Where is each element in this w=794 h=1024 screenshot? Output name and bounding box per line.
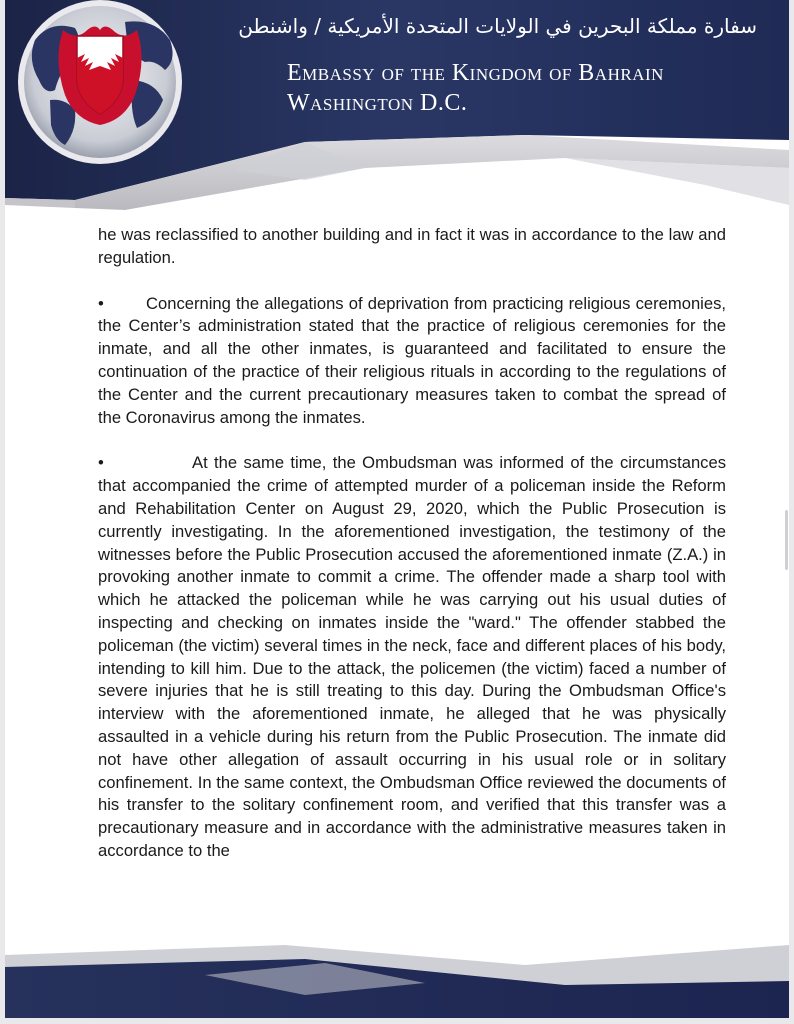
embassy-title-line-1: Embassy of the Kingdom of Bahrain: [287, 60, 664, 86]
letter-page: [5, 0, 789, 1018]
letter-footer-banner: [5, 945, 789, 1018]
bullet-icon: •: [98, 293, 104, 313]
paragraph-2-text: Concerning the allegations of deprivation from practicing religious ceremonies, the Center’s administration stated that the practice of religious ceremonies for the inmate, and all the other inmates, is guaranteed and facilitated to ensure the continuation of the practice of their religious rituals in according to the regulations of the Center and the current precautionary measures taken to combat the spread of the Coronavirus among the inmates.: [98, 293, 726, 427]
paragraph-3-text: At the same time, the Ombudsman was informed of the circumstances that accompanied the crime of attempted murder of a policeman inside the Reform and Rehabilitation Center on August 29, 2020, which the Public Prosecution is currently investigating. In the aforementioned investigation, the testimony of the witnesses before the Public Prosecution accused the aforementioned inmate (Z.A.) in provoking another inmate to commit a crime. The offender made a sharp tool with which he attacked the policeman while he was carrying out his usual duties of inspecting and checking on inmates inside the "ward." The offender stabbed the policeman (the victim) several times in the neck, face and different places of his body, intending to kill him. Due to the attack, the policemen (the victim) faced a number of severe injuries that he is still treating to this day. During the Ombudsman Office's interview with the aforementioned inmate, he alleged that he was physically assaulted in a vehicle during his return from the Public Prosecution. The inmate did not have other allegation of assault occurring in his usual role or in solitary confinement. In the same context, the Ombudsman Office reviewed the documents of his transfer to the solitary confinement room, and verified that this transfer was a precautionary measure and in accordance with the administrative measures taken in accordance to the: [98, 453, 726, 860]
paragraph-1-text: he was reclassified to another building and in fact it was in accordance to the law and regulation.: [98, 225, 726, 267]
paragraph-2: [98, 293, 726, 430]
bullet-icon: •: [98, 453, 104, 473]
scrollbar-thumb[interactable]: [785, 510, 788, 570]
arabic-title: سفارة مملكة البحرين في الولايات المتحدة الأمريكية / واشنطن: [238, 14, 757, 38]
embassy-title-line-2: Washington D.C.: [287, 90, 468, 116]
paragraph-3: [98, 452, 726, 862]
paragraph-1: [98, 224, 726, 270]
letter-body: [98, 224, 726, 886]
coat-of-arms-icon: [5, 0, 195, 168]
embassy-title: [287, 58, 664, 118]
letterhead: [5, 0, 789, 215]
